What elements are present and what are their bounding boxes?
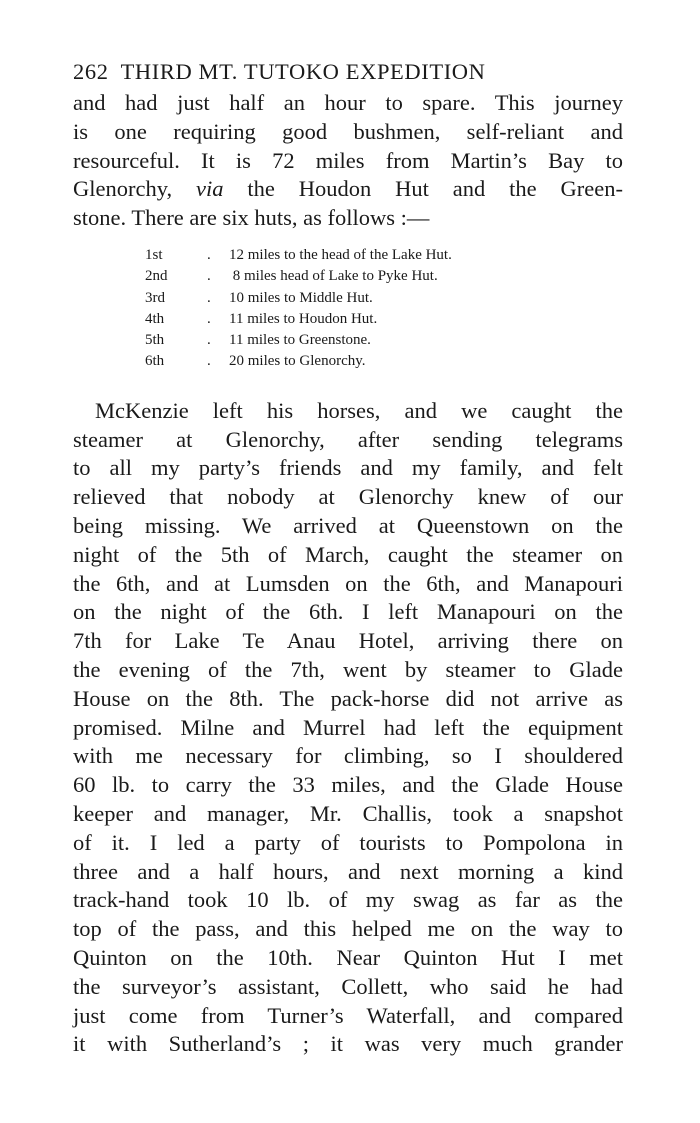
hut-ordinal: 5th <box>145 332 165 349</box>
text-line: to all my party’s friends and my family, and felt <box>73 455 623 481</box>
hut-dot: . <box>207 353 211 370</box>
text-line: three and a half hours, and next morning a kind <box>73 858 623 884</box>
text-line: stone. There are six huts, as follows :— <box>73 205 430 231</box>
text-line: being missing. We arrived at Queenstown on the <box>73 512 623 538</box>
hut-dot: . <box>207 268 211 285</box>
text-line: of it. I led a party of tourists to Pompolona in <box>73 829 623 855</box>
hut-row <box>145 309 623 330</box>
text-line: just come from Turner’s Waterfall, and compared <box>73 1002 623 1028</box>
hut-description: 11 miles to Houdon Hut. <box>229 310 378 327</box>
hut-description: 20 miles to Glenorchy. <box>229 353 366 370</box>
text-line: with me necessary for climbing, so I shouldered <box>73 743 623 769</box>
hut-description: 12 miles to the head of the Lake Hut. <box>229 246 452 263</box>
text-fragment: the Houdon Hut and the Green- <box>247 176 624 202</box>
hut-row <box>145 245 623 266</box>
hut-dot: . <box>207 289 211 306</box>
text-line <box>73 175 623 204</box>
text-line: it with Sutherland’s ; it was very much grander <box>73 1031 623 1057</box>
text-line: McKenzie left his horses, and we caught the <box>95 397 623 423</box>
hut-ordinal: 4th <box>145 310 165 327</box>
hut-dot: . <box>207 246 211 263</box>
hut-description: 11 miles to Greenstone. <box>229 332 371 349</box>
hut-ordinal: 3rd <box>145 289 165 306</box>
text-line: relieved that nobody at Glenorchy knew of our <box>73 484 623 510</box>
text-line: 7th for Lake Te Anau Hotel, arriving there on <box>73 628 623 654</box>
text-line: the surveyor’s assistant, Collett, who said he had <box>73 973 623 999</box>
text-line: and had just half an hour to spare. This journey <box>73 90 623 115</box>
text-line: House on the 8th. The pack-horse did not arrive as <box>73 685 623 711</box>
text-line: top of the pass, and this helped me on the way to <box>73 916 623 942</box>
text-line: night of the 5th of March, caught the steamer on <box>73 541 623 567</box>
hut-ordinal: 1st <box>145 246 163 263</box>
hut-row <box>145 330 623 351</box>
text-line: steamer at Glenorchy, after sending telegrams <box>73 426 623 452</box>
text-line: track-hand took 10 lb. of my swag as far as the <box>73 887 623 913</box>
hut-list <box>145 245 623 373</box>
text-line: the evening of the 7th, went by steamer to Glade <box>73 656 623 682</box>
hut-dot: . <box>207 310 211 327</box>
text-line: 60 lb. to carry the 33 miles, and the Glade House <box>73 772 623 798</box>
page-number: 262 <box>73 59 109 84</box>
text-line: resourceful. It is 72 miles from Martin’s Bay to <box>73 147 623 173</box>
book-page <box>73 58 623 1059</box>
text-line: is one requiring good bushmen, self-reliant and <box>73 118 623 144</box>
hut-ordinal: 2nd <box>145 268 168 285</box>
hut-row <box>145 351 623 372</box>
italic-via: via <box>196 176 224 202</box>
text-line: the 6th, and at Lumsden on the 6th, and Manapouri <box>73 570 623 596</box>
text-line: promised. Milne and Murrel had left the equipment <box>73 714 623 740</box>
hut-ordinal: 6th <box>145 353 165 370</box>
running-title: THIRD MT. TUTOKO EXPEDITION <box>120 59 486 84</box>
text-line: on the night of the 6th. I left Manapouri on the <box>73 599 623 625</box>
hut-description: 8 miles head of Lake to Pyke Hut. <box>229 268 438 285</box>
running-head <box>73 58 623 86</box>
hut-dot: . <box>207 332 211 349</box>
text-line: Quinton on the 10th. Near Quinton Hut I met <box>73 944 623 970</box>
paragraph-1 <box>73 89 623 233</box>
hut-row <box>145 266 623 287</box>
text-line: keeper and manager, Mr. Challis, took a snapshot <box>73 800 623 826</box>
hut-description: 10 miles to Middle Hut. <box>229 289 373 306</box>
text-fragment: Glenorchy, <box>73 176 173 202</box>
hut-row <box>145 288 623 309</box>
paragraph-2 <box>73 397 623 1059</box>
